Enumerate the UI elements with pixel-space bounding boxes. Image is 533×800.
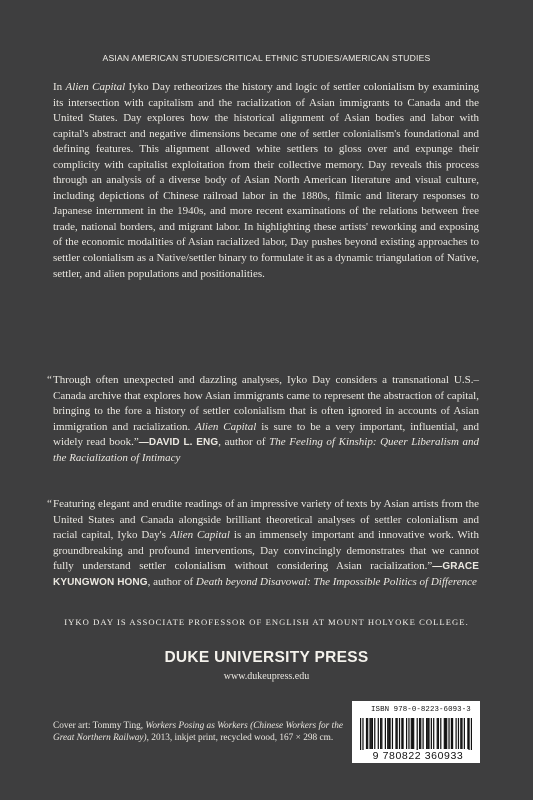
- barcode-bar: [451, 718, 452, 749]
- endorser-suffix: , author of: [147, 575, 196, 588]
- barcode-bar: [397, 718, 398, 749]
- barcode-bar: [402, 718, 403, 749]
- barcode-bar: [412, 718, 413, 749]
- isbn-label: ISBN 978-0-8223-6093-3: [371, 706, 471, 714]
- barcode-bar: [438, 718, 439, 749]
- barcode-bar: [411, 718, 412, 749]
- barcode-bar: [426, 718, 427, 749]
- endorsement-eng: [47, 373, 479, 466]
- barcode-bar: [413, 718, 414, 749]
- book-description: [53, 80, 479, 282]
- endorser-work: The Feeling of Kinship: Queer Liberalism and the Racialization of Intimacy: [53, 436, 479, 464]
- barcode-bar: [440, 718, 441, 749]
- barcode-bar: [387, 718, 388, 749]
- barcode-bar: [427, 718, 428, 749]
- barcode-bar: [417, 718, 418, 754]
- barcode-bar: [388, 718, 389, 749]
- barcode-bar: [380, 718, 381, 749]
- endorser-suffix: , author of: [218, 436, 270, 449]
- endorser-work: Death beyond Disavowal: The Impossible Politics of Difference: [195, 575, 477, 588]
- endorser-name: —DAVID L. ENG: [138, 437, 219, 449]
- barcode-bar: [362, 718, 363, 754]
- barcode-bar: [445, 718, 446, 749]
- barcode-bar: [381, 718, 382, 749]
- open-quote: “: [47, 374, 52, 386]
- barcode-bar: [372, 718, 373, 749]
- barcode-bar: [431, 718, 432, 749]
- barcode-bar: [389, 718, 390, 749]
- barcode-bar: [371, 718, 372, 749]
- publisher-url: www.dukeupress.edu: [223, 671, 310, 682]
- barcode-bar: [367, 718, 368, 749]
- barcode-bar: [437, 718, 438, 749]
- publisher-name: DUKE UNIVERSITY PRESS: [164, 649, 369, 666]
- barcode-bar: [385, 718, 386, 749]
- description-lead: In: [53, 81, 66, 93]
- endorsement-hong: [47, 497, 479, 590]
- barcode-bar: [366, 718, 367, 749]
- barcode-bar: [446, 718, 447, 749]
- barcode-digits: 9 780822 360933: [352, 750, 480, 762]
- barcode-icon: [360, 718, 472, 754]
- barcode-bar: [467, 718, 468, 749]
- author-bio: IYKO DAY IS ASSOCIATE PROFESSOR OF ENGLISH AT MOUNT HOLYOKE COLLEGE.: [64, 617, 469, 627]
- endorsement-book-title: Alien Capital: [169, 529, 230, 542]
- barcode-bar: [420, 718, 421, 749]
- description-body: Iyko Day retheorizes the history and logic of settler colonialism by examining its intersection with capitalism and the racialization of Asian immigrants to Canada and the United States. Day explores how the historical alignment of Asian bodies and labor with capital's abstract and negative dimensions became one of settler colonialism's foundational and defining features. This alignment allowed white settlers to gloss over and expunge their complicity with capitalist exploitation from their collective memory. Day reveals this process through an analysis of a diverse body of Asian North American literature and visual culture, including depictions of Chinese railroad labor in the 1880s, filmic and literary responses to Japanese internment in the 1940s, and more recent examinations of the relations between free trade, national borders, and migrant labor. In highlighting these artists' reworking and exposing of the economic modalities of Asian racialized labor, Day pushes beyond existing approaches to settler colonialism as a Native/settler binary to formulate it as a dynamic triangulation of Native, settler, and alien populations and positionalities.: [53, 81, 479, 280]
- endorsement-text-a: Featuring elegant and erudite readings of an impressive variety of texts by Asian artists from the United States and Canada alongside brilliant theoretical analyses of settler colonialism and racial capital, Iyko Day's: [53, 498, 479, 542]
- barcode-bar: [468, 718, 469, 754]
- barcode-bar: [461, 718, 462, 749]
- barcode-bar: [428, 718, 429, 749]
- barcode-bar: [399, 718, 400, 749]
- barcode-bar: [419, 718, 420, 749]
- cover-credit: [53, 720, 345, 745]
- barcode-bar: [433, 718, 434, 749]
- barcode-bar: [452, 718, 453, 749]
- barcode-bar: [369, 718, 370, 749]
- credit-work: Workers Posing as Workers (Chinese Workers for the Great Northern Railway): [53, 721, 343, 744]
- description-book-title: Alien Capital: [65, 81, 126, 93]
- credit-suffix: , 2013, inkjet print, recycled wood, 167 × 298 cm.: [146, 733, 334, 744]
- barcode-bar: [444, 718, 445, 749]
- barcode-bar: [392, 718, 393, 749]
- barcode-bar: [360, 718, 361, 754]
- barcode-bar: [422, 718, 423, 749]
- open-quote: “: [47, 498, 52, 510]
- credit-prefix: Cover art: Tommy Ting,: [53, 721, 146, 731]
- barcode-bar: [458, 718, 459, 749]
- barcode-bar: [455, 718, 456, 749]
- barcode-bar: [401, 718, 402, 749]
- barcode-bar: [471, 718, 472, 754]
- category-line: ASIAN AMERICAN STUDIES/CRITICAL ETHNIC STUDIES/AMERICAN STUDIES: [102, 53, 431, 63]
- barcode-bar: [448, 718, 449, 749]
- barcode-bar: [406, 718, 407, 749]
- barcode-bar: [464, 718, 465, 749]
- barcode-bar: [408, 718, 409, 749]
- endorsement-text-b: is an immensely important and innovative work. With groundbreaking and profound interventions, Day convincingly demonstrates that we cannot fully understand settler colonialism without considering Asian racialization.”: [53, 529, 479, 573]
- endorser-name: —GRACE KYUNGWON HONG: [53, 561, 479, 588]
- barcode-bar: [374, 718, 375, 749]
- barcode-bar: [378, 718, 379, 749]
- endorsement-text-b: is sure to be a very important, influential, and widely read book.”: [53, 420, 479, 449]
- barcode-bar: [395, 718, 396, 749]
- endorsement-book-title: Alien Capital: [195, 420, 257, 433]
- barcode-bar: [460, 718, 461, 749]
- endorsement-text-a: Through often unexpected and dazzling analyses, Iyko Day considers a transnational U.S.–Canada archive that explores how Asian immigrants came to represent the abstraction of capital, bringing to the fore a history of settler colonialism that is often ignored in accounts of Asian immigration and racialization.: [53, 374, 479, 433]
